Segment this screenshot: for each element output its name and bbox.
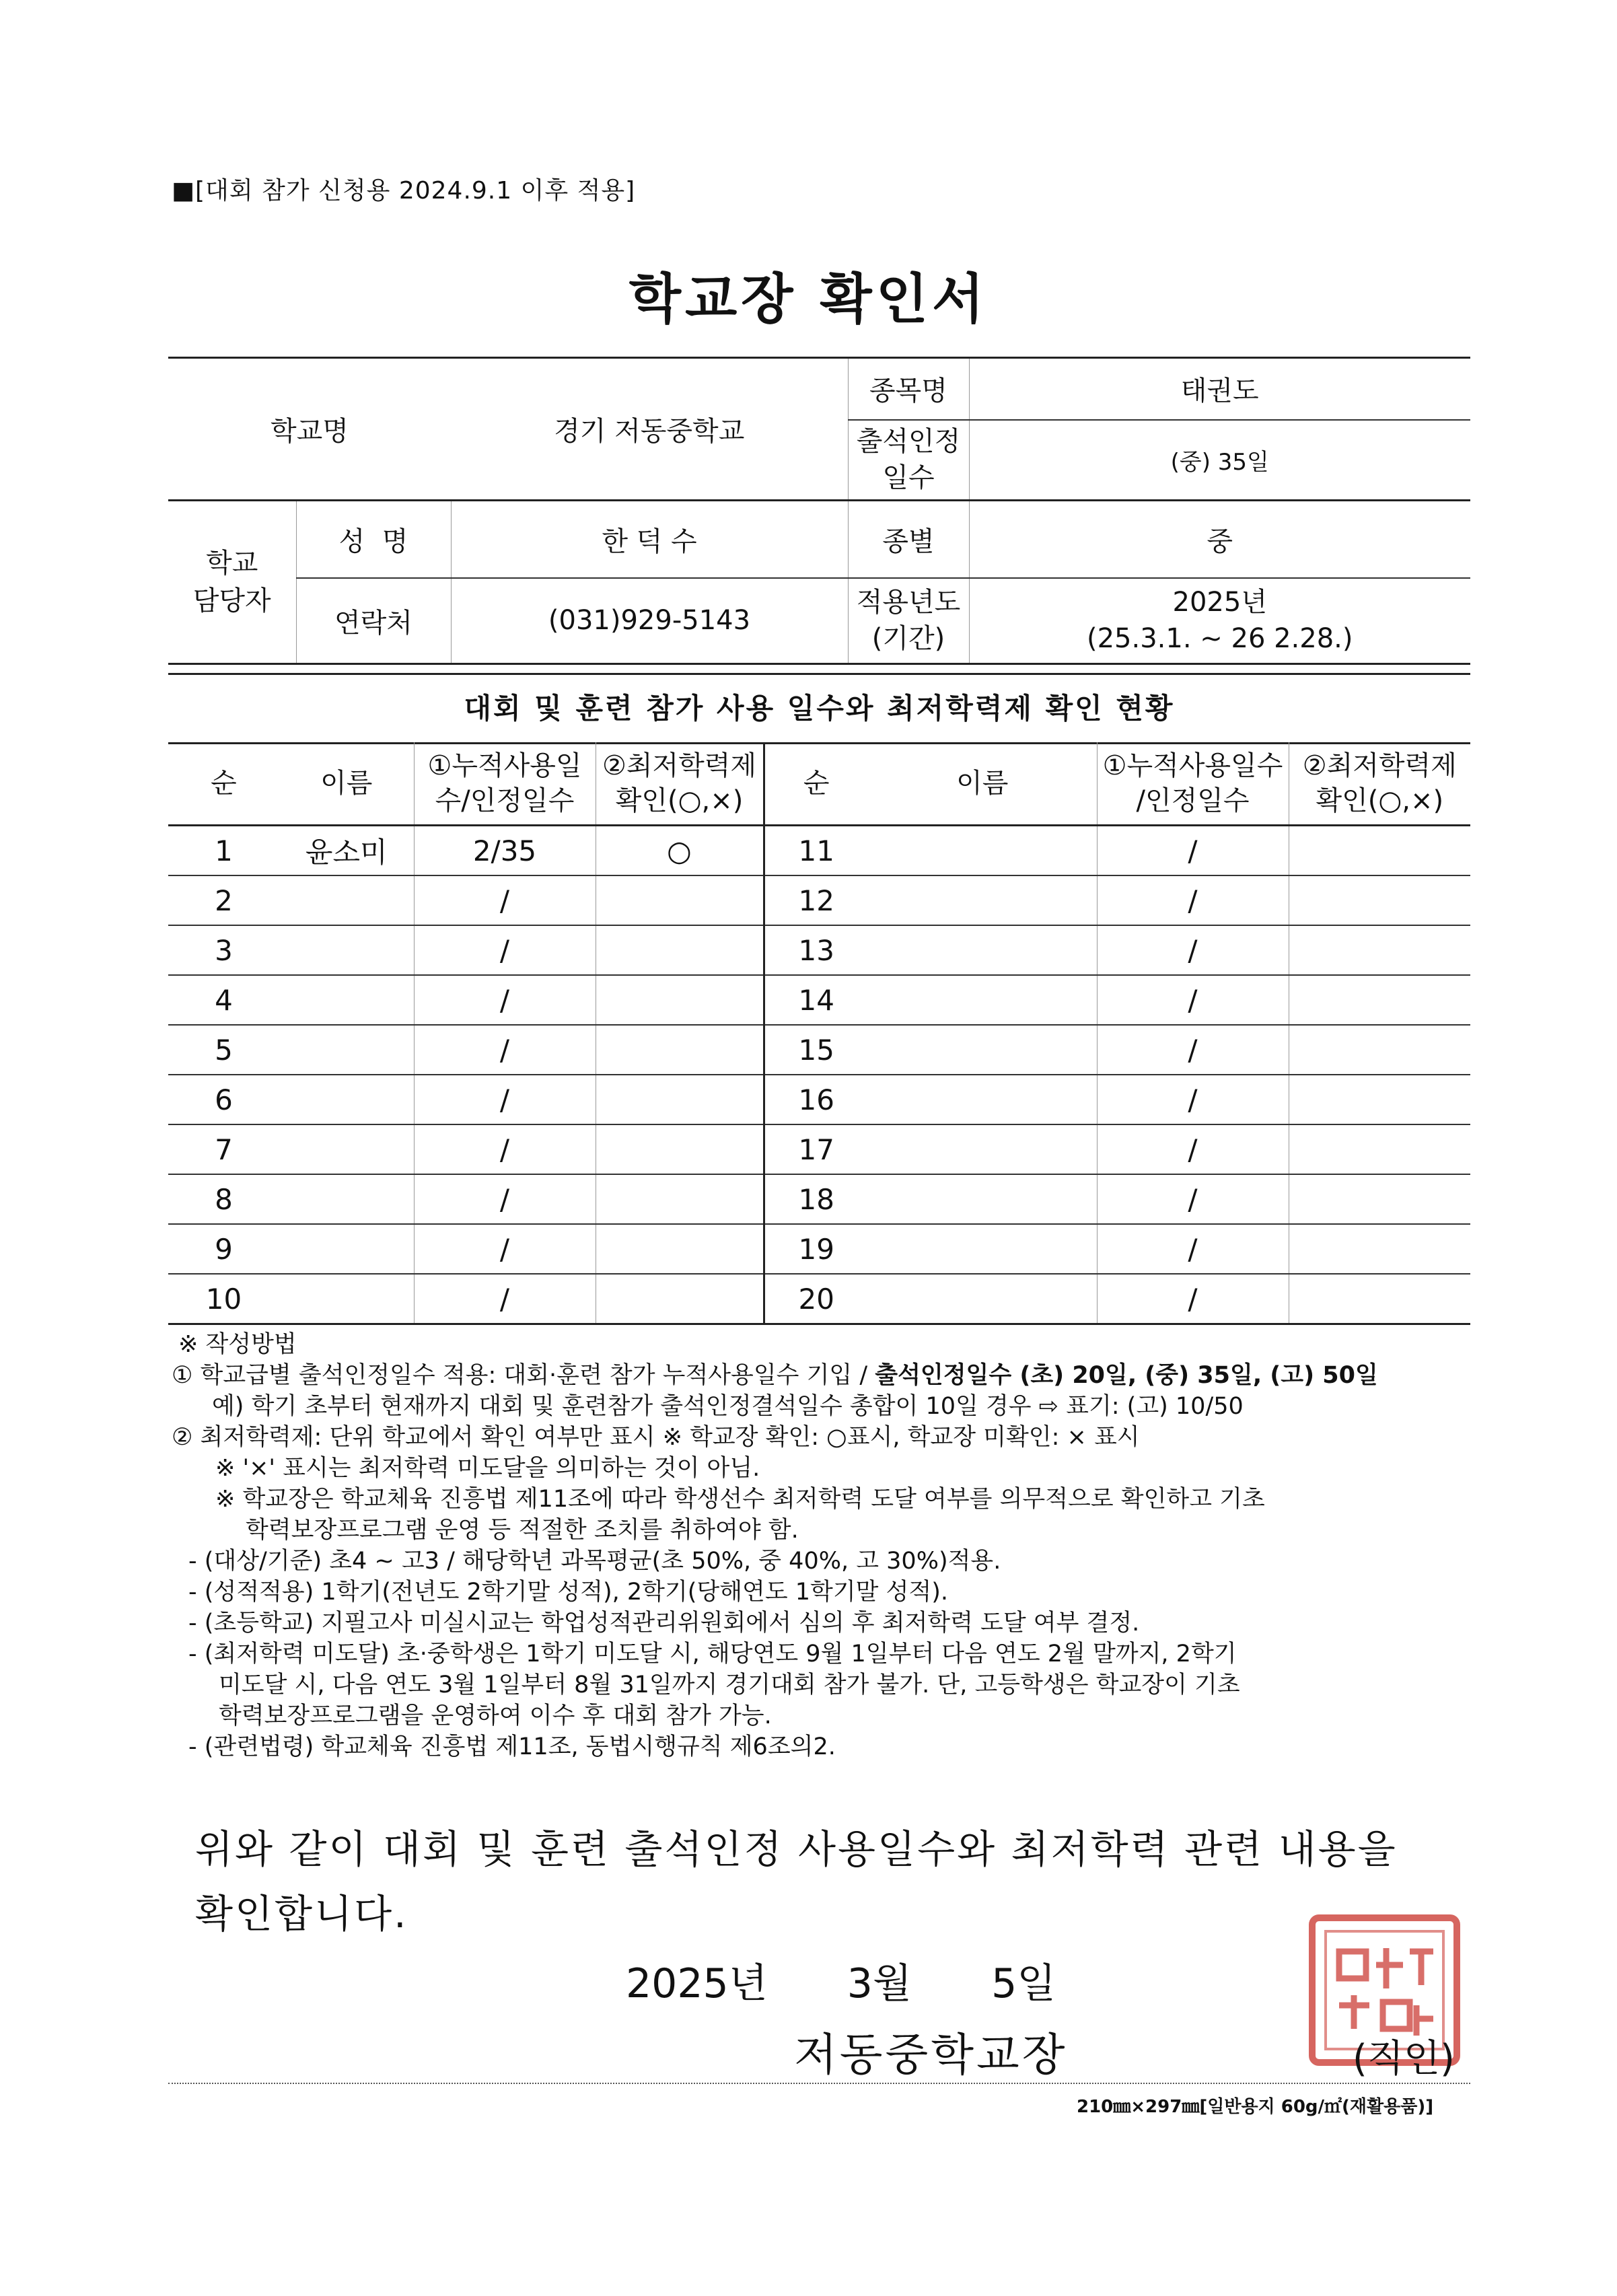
- note-4b: 학력보장프로그램 운영 등 적절한 조치를 취하여야 함.: [246, 1517, 799, 1544]
- row-no: 17: [764, 1124, 868, 1174]
- row-confirm: [1289, 875, 1470, 925]
- row-days: /: [1097, 1075, 1289, 1124]
- row-no: 7: [168, 1124, 279, 1174]
- row-confirm: [596, 1174, 764, 1224]
- table-row: [168, 1025, 1470, 1075]
- row-confirm: [1289, 1274, 1470, 1324]
- row-no: 14: [764, 975, 868, 1025]
- note-1c: 예) 학기 초부터 현재까지 대회 및 훈련참가 출석인정결석일수 총합이 10일 경우 ⇨ 표기: (고) 10/50: [212, 1393, 1244, 1420]
- row-name: [868, 826, 1097, 876]
- row-days: /: [414, 1025, 596, 1075]
- row-no: 16: [764, 1075, 868, 1124]
- notes-heading: ※ 작성방법: [178, 1331, 297, 1358]
- attendance-value: (중) 35일: [969, 420, 1470, 501]
- row-no: 15: [764, 1025, 868, 1075]
- note-7: - (초등학교) 지필고사 미실시교는 학업성적관리위원회에서 심의 후 최저학력 도달 여부 결정.: [188, 1610, 1140, 1637]
- name-label: 성 명: [296, 501, 451, 578]
- header-confirm-r2: 확인(○,×): [1316, 785, 1444, 816]
- row-name: [279, 1174, 414, 1224]
- principal-title: 저동중학교장: [794, 2029, 1068, 2081]
- row-days: /: [414, 1274, 596, 1324]
- row-confirm: [1289, 1174, 1470, 1224]
- row-name: [279, 1224, 414, 1274]
- row-name: [868, 875, 1097, 925]
- note-8a: - (최저학력 미도달) 초·중학생은 1학기 미도달 시, 해당연도 9월 1일부터 다음 연도 2월 말까지, 2학기: [188, 1641, 1237, 1667]
- school-label: 학교명: [168, 358, 451, 501]
- row-days: /: [1097, 1174, 1289, 1224]
- row-name: [279, 975, 414, 1025]
- attendance-label-2: 일수: [882, 462, 935, 494]
- type-value: 중: [969, 501, 1470, 578]
- header-days-left: [414, 742, 596, 826]
- note-9: - (관련법령) 학교체육 진흥법 제11조, 동법시행규칙 제6조의2.: [188, 1733, 836, 1760]
- header-name-right: 이름: [868, 742, 1097, 826]
- table-row: [168, 826, 1470, 876]
- row-confirm: [596, 875, 764, 925]
- page-title: 학교장 확인서: [628, 268, 989, 330]
- attendance-label: [848, 420, 969, 501]
- row-no: 5: [168, 1025, 279, 1075]
- row-no: 10: [168, 1274, 279, 1324]
- header-confirm-right: [1289, 742, 1470, 826]
- row-no: 9: [168, 1224, 279, 1274]
- row-days: /: [414, 1224, 596, 1274]
- row-name: [868, 1025, 1097, 1075]
- header-confirm-1: ②최저학력제: [602, 750, 757, 781]
- row-days: /: [1097, 925, 1289, 975]
- row-no: 2: [168, 875, 279, 925]
- row-confirm: [1289, 1124, 1470, 1174]
- row-name: 윤소미: [279, 826, 414, 876]
- info-table: [168, 357, 1470, 665]
- note-4a: ※ 학교장은 학교체육 진흥법 제11조에 따라 학생선수 최저학력 도달 여부를 의무적으로 확인하고 기초: [215, 1486, 1265, 1513]
- issue-date: 2025년 3월 5일: [626, 1960, 1056, 2007]
- note-1a: ① 학교급별 출석인정일수 적용: 대회·훈련 참가 누적사용일수 기입 /: [172, 1362, 875, 1389]
- row-name: [868, 1274, 1097, 1324]
- table-row: [168, 975, 1470, 1025]
- row-confirm: ○: [596, 826, 764, 876]
- header-days-2: 수/인정일수: [435, 785, 575, 816]
- row-days: /: [1097, 975, 1289, 1025]
- table-row: [168, 875, 1470, 925]
- note-6: - (성적적용) 1학기(전년도 2학기말 성적), 2학기(당해연도 1학기말 성적).: [188, 1579, 949, 1606]
- header-no-right: 순: [764, 742, 868, 826]
- row-days: /: [414, 875, 596, 925]
- row-name: [279, 1124, 414, 1174]
- row-confirm: [596, 1224, 764, 1274]
- confirmation-text: [195, 1817, 1453, 1946]
- row-no: 1: [168, 826, 279, 876]
- table-row: [168, 1174, 1470, 1224]
- table-row: [168, 1124, 1470, 1174]
- row-confirm: [1289, 1224, 1470, 1274]
- note-1: [172, 1360, 1470, 1391]
- row-no: 11: [764, 826, 868, 876]
- name-value: 한 덕 수: [451, 501, 848, 578]
- row-confirm: [1289, 1025, 1470, 1075]
- header-note: ■[대회 참가 신청용 2024.9.1 이후 적용]: [172, 177, 636, 205]
- row-no: 8: [168, 1174, 279, 1224]
- header-confirm-2: 확인(○,×): [615, 785, 744, 816]
- row-confirm: [1289, 975, 1470, 1025]
- year-value-2: (25.3.1. ~ 26 2.28.): [1087, 623, 1353, 655]
- row-confirm: [1289, 925, 1470, 975]
- row-name: [868, 1124, 1097, 1174]
- header-days-r2: /인정일수: [1136, 785, 1250, 816]
- note-3: ※ '×' 표시는 최저학력 미도달을 의미하는 것이 아님.: [215, 1455, 760, 1482]
- row-no: 18: [764, 1174, 868, 1224]
- year-value-1: 2025년: [1172, 587, 1267, 618]
- paper-spec: 210㎜×297㎜[일반용지 60g/㎡(재활용품)]: [1077, 2097, 1434, 2117]
- header-days-right: [1097, 742, 1289, 826]
- row-name: [279, 1274, 414, 1324]
- table-row: [168, 1075, 1470, 1124]
- year-label-1: 적용년도: [856, 587, 961, 618]
- row-confirm: [596, 1124, 764, 1174]
- row-name: [279, 875, 414, 925]
- row-name: [868, 975, 1097, 1025]
- row-no: 4: [168, 975, 279, 1025]
- row-name: [279, 925, 414, 975]
- instructions: [172, 1329, 1470, 1762]
- row-confirm: [1289, 826, 1470, 876]
- header-confirm-r1: ②최저학력제: [1302, 750, 1457, 781]
- confirmation-line-2: 확인합니다.: [195, 1891, 408, 1937]
- row-days: /: [414, 1124, 596, 1174]
- row-confirm: [596, 925, 764, 975]
- row-days: /: [1097, 1025, 1289, 1075]
- row-confirm: [596, 1075, 764, 1124]
- contact-value: (031)929-5143: [451, 578, 848, 664]
- header-confirm-left: [596, 742, 764, 826]
- section-title: 대회 및 훈련 참가 사용 일수와 최저학력제 확인 현황: [168, 673, 1470, 744]
- row-days: 2/35: [414, 826, 596, 876]
- row-days: /: [414, 975, 596, 1025]
- row-name: [868, 1174, 1097, 1224]
- row-no: 20: [764, 1274, 868, 1324]
- row-no: 3: [168, 925, 279, 975]
- row-days: /: [1097, 1274, 1289, 1324]
- seal-label: (직인): [1353, 2037, 1455, 2081]
- manager-label-2: 담당자: [192, 585, 271, 616]
- row-days: /: [1097, 1224, 1289, 1274]
- row-confirm: [596, 1025, 764, 1075]
- event-label: 종목명: [848, 358, 969, 420]
- header-days-r1: ①누적사용일수: [1102, 750, 1283, 781]
- type-label: 종별: [848, 501, 969, 578]
- row-no: 13: [764, 925, 868, 975]
- attendance-label-1: 출석인정: [856, 426, 961, 458]
- manager-label-1: 학교: [206, 548, 258, 579]
- row-no: 6: [168, 1075, 279, 1124]
- table-row: [168, 1274, 1470, 1324]
- header-days-1: ①누적사용일: [427, 750, 582, 781]
- row-confirm: [596, 1274, 764, 1324]
- note-2: ② 최저학력제: 단위 학교에서 확인 여부만 표시 ※ 학교장 확인: ○표시, 학교장 미확인: × 표시: [172, 1424, 1140, 1451]
- row-days: /: [1097, 875, 1289, 925]
- row-confirm: [596, 975, 764, 1025]
- row-name: [868, 1075, 1097, 1124]
- row-confirm: [1289, 1075, 1470, 1124]
- note-8c: 학력보장프로그램을 운영하여 이수 후 대회 참가 가능.: [219, 1702, 772, 1729]
- row-days: /: [1097, 826, 1289, 876]
- header-name-left: 이름: [279, 742, 414, 826]
- note-1b: 출석인정일수 (초) 20일, (중) 35일, (고) 50일: [875, 1362, 1378, 1389]
- table-header-row: [168, 742, 1470, 826]
- row-name: [279, 1025, 414, 1075]
- row-no: 12: [764, 875, 868, 925]
- table-row: [168, 1224, 1470, 1274]
- row-no: 19: [764, 1224, 868, 1274]
- row-days: /: [414, 1075, 596, 1124]
- divider: [168, 2083, 1470, 2084]
- year-value: [969, 578, 1470, 664]
- row-name: [868, 1224, 1097, 1274]
- event-value: 태권도: [969, 358, 1470, 420]
- note-5: - (대상/기준) 초4 ~ 고3 / 해당학년 과목평균(초 50%, 중 40%, 고 30%)적용.: [188, 1548, 1001, 1575]
- row-name: [868, 925, 1097, 975]
- year-label: [848, 578, 969, 664]
- manager-label: [168, 501, 296, 664]
- header-no-left: 순: [168, 742, 279, 826]
- school-value: 경기 저동중학교: [451, 358, 848, 501]
- row-days: /: [414, 1174, 596, 1224]
- table-row: [168, 925, 1470, 975]
- row-name: [279, 1075, 414, 1124]
- confirmation-line-1: 위와 같이 대회 및 훈련 출석인정 사용일수와 최저학력 관련 내용을: [195, 1826, 1398, 1872]
- note-8b: 미도달 시, 다음 연도 3월 1일부터 8월 31일까지 경기대회 참가 불가. 단, 고등학생은 학교장이 기초: [219, 1672, 1240, 1698]
- row-days: /: [414, 925, 596, 975]
- row-days: /: [1097, 1124, 1289, 1174]
- year-label-2: (기간): [871, 623, 945, 655]
- participation-table: [168, 742, 1470, 1325]
- contact-label: 연락처: [296, 578, 451, 664]
